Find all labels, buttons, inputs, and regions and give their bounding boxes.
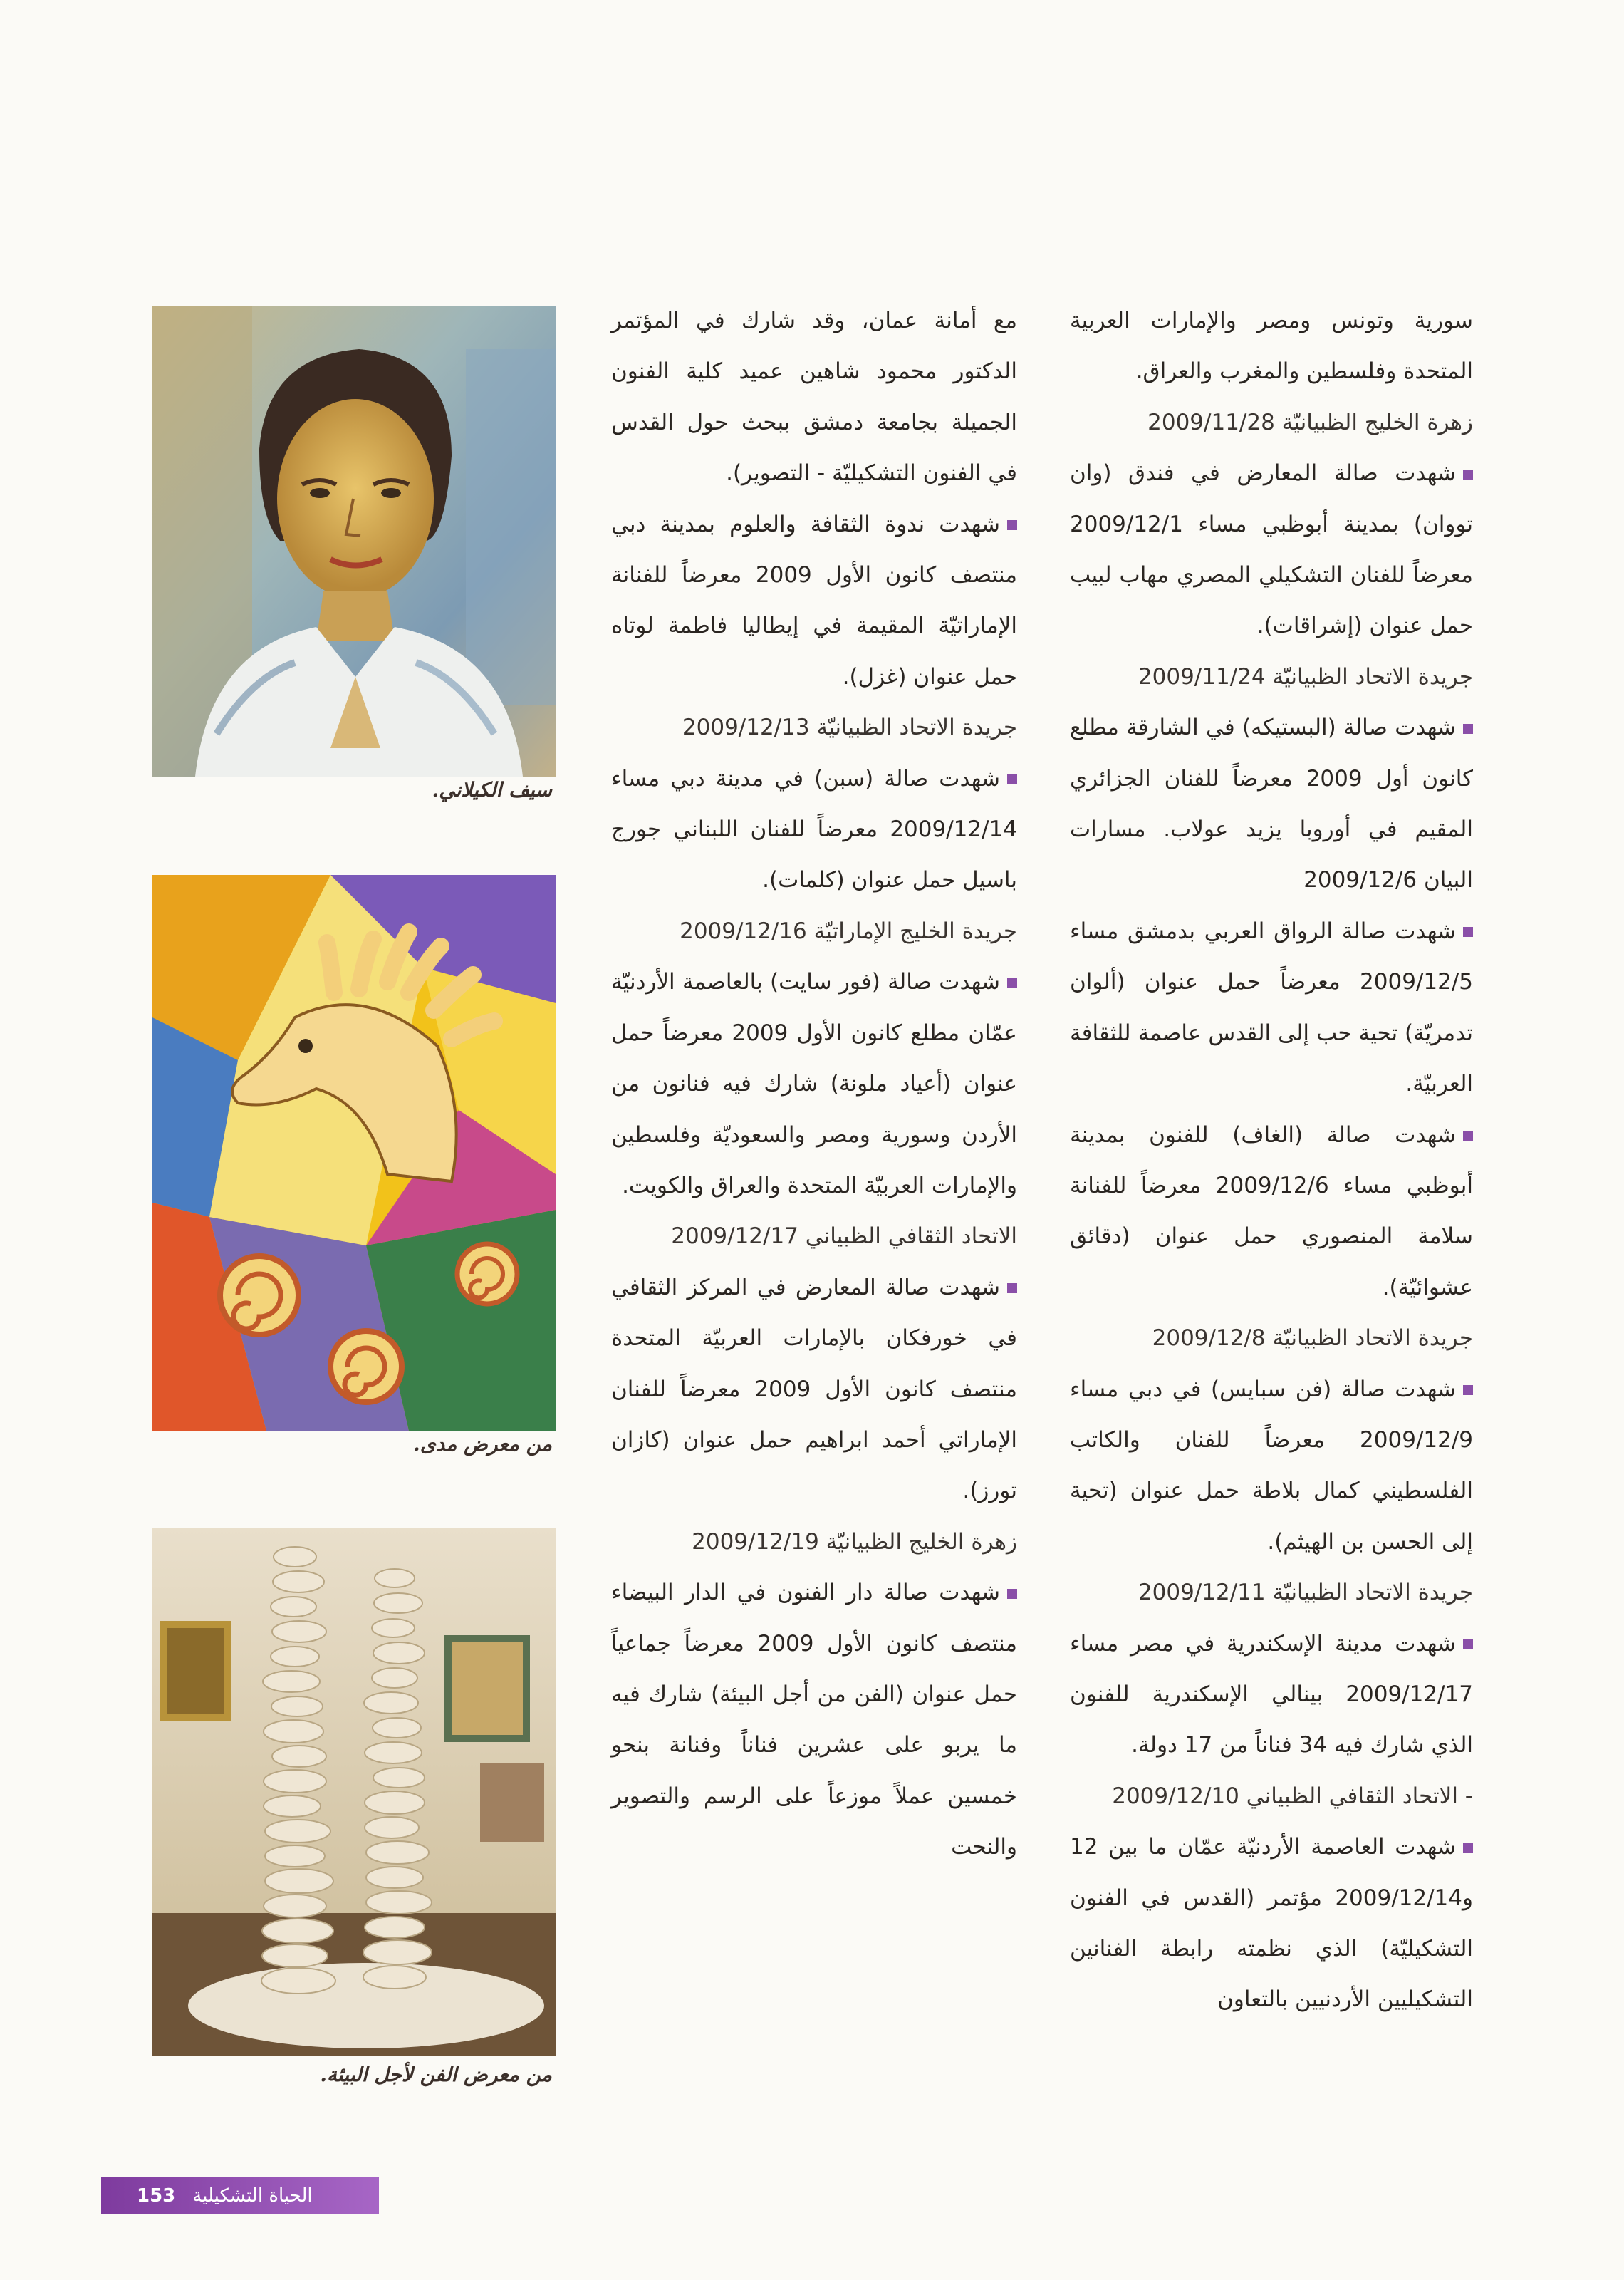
caption-fig1: سيف الكيلاني.	[432, 778, 552, 802]
bullet-icon	[1007, 774, 1017, 784]
source-line: جريدة الاتحاد الظبيانيّة 2009/12/8	[1152, 1325, 1473, 1352]
bullet-icon	[1007, 520, 1017, 530]
news-item: شهدت صالة دار الفنون في الدار البيضاء منتصف كانون الأول 2009 معرضاً جماعياً حمل عنوان (الفن من أجل البيئة) شارك فيه ما يربو على عشرين فناناً وفنانة بنحو خمسين عملاً موزعاً على الرسم والتصوير والنحت	[611, 1580, 1018, 1860]
news-item: شهدت العاصمة الأردنيّة عمّان ما بين 12 و2009/12/14 مؤتمر (القدس في الفنون التشكيليّة) الذي نظمته رابطة الفنانين التشكيليين الأردنيين بالتعاون	[1070, 1834, 1473, 2013]
bullet-icon	[1463, 724, 1473, 734]
text-column-middle	[611, 296, 1017, 1873]
source-line: جريدة الخليج الإماراتيّة 2009/12/16	[680, 918, 1017, 944]
portrait-painting-graphic	[152, 306, 556, 777]
caption-fig2: من معرض مدى.	[413, 1432, 552, 1456]
news-item: شهدت صالة (سبن) في مدينة دبي مساء 2009/12/14 معرضاً للفنان اللبناني جورج باسيل حمل عنوان (كلمات).	[611, 765, 1017, 893]
news-item: شهدت صالة (فور سايت) بالعاصمة الأردنيّة عمّان مطلع كانون الأول 2009 معرضاً حمل عنوان (أعياد ملونة) شارك فيه فنانون من الأردن وسورية ومصر والسعوديّة وفلسطين والإمارات العربيّة المتحدة والعراق والكويت.	[611, 969, 1017, 1198]
text-column-right	[1070, 296, 1473, 2026]
source-line: جريدة الاتحاد الظبيانيّة 2009/11/24	[1138, 663, 1473, 690]
paragraph: مع أمانة عمان، وقد شارك في المؤتمر الدكتور محمود شاهين عميد كلية الفنون الجميلة بجامعة دمشق ببحث حول القدس في الفنون التشكيليّة - التصوير).	[611, 308, 1017, 487]
source-line: جريدة الاتحاد الظبيانيّة 2009/12/11	[1138, 1580, 1473, 1606]
paragraph: سورية وتونس ومصر والإمارات العربية المتحدة وفلسطين والمغرب والعراق.	[1070, 308, 1473, 385]
page-number: 153	[137, 2185, 176, 2207]
source-line: زهرة الخليج الظبيانيّة 2009/12/19	[692, 1528, 1017, 1555]
bullet-icon	[1007, 1283, 1017, 1293]
portrait-painting-image	[152, 306, 556, 777]
magazine-name: الحياة التشكيلية	[192, 2185, 313, 2207]
news-item: شهدت صالة (البستيكه) في الشارقة مطلع كانون أول 2009 معرضاً للفنان الجزائري المقيم في أوروبا يزيد عولاب. مسارات البيان 2009/12/6	[1070, 715, 1473, 893]
source-line: - الاتحاد الثقافي الظبياني 2009/12/10	[1112, 1783, 1473, 1809]
bullet-icon	[1463, 1131, 1473, 1141]
source-line: زهرة الخليج الظبيانيّة 2009/11/28	[1147, 409, 1473, 435]
footer-bar	[101, 2177, 379, 2214]
bullet-icon	[1463, 470, 1473, 480]
news-item: شهدت ندوة الثقافة والعلوم بمدينة دبي منتصف كانون الأول 2009 معرضاً للفنانة الإماراتيّة المقيمة في إيطاليا فاطمة لوتاه حمل عنوان (غزل).	[611, 511, 1018, 690]
source-line: جريدة الاتحاد الظبيانيّة 2009/12/13	[682, 715, 1017, 741]
bullet-icon	[1463, 927, 1473, 937]
source-line: الاتحاد الثقافي الظبياني 2009/12/17	[671, 1223, 1017, 1250]
abstract-horse-painting-graphic	[152, 875, 556, 1431]
news-item: شهدت صالة المعارض في المركز الثقافي في خورفكان بالإمارات العربيّة المتحدة منتصف كانون الأول 2009 معرضاً للفنان الإماراتي أحمد ابراهيم حمل عنوان (كازان تورز).	[611, 1274, 1017, 1504]
caption-fig3: من معرض الفن لأجل البيئة.	[320, 2063, 552, 2086]
sculpture-photo-image	[152, 1528, 556, 2056]
news-item: شهدت صالة (فن سبايس) في دبي مساء 2009/12/9 معرضاً للفنان والكاتب الفلسطيني كمال بلاطة حمل عنوان (تحية إلى الحسن بن الهيثم).	[1070, 1376, 1473, 1555]
news-item: شهدت صالة (الغاف) للفنون بمدينة أبوظبي مساء 2009/12/6 معرضاً للفنانة سلامة المنصوري حمل عنوان (دقائق عشوائيّة).	[1070, 1121, 1473, 1300]
abstract-horse-painting-image	[152, 875, 556, 1431]
bullet-icon	[1007, 1589, 1017, 1599]
bullet-icon	[1463, 1843, 1473, 1853]
sculpture-photo-graphic	[152, 1528, 556, 2056]
bullet-icon	[1463, 1385, 1473, 1395]
bullet-icon	[1007, 978, 1017, 988]
bullet-icon	[1463, 1639, 1473, 1649]
news-item: شهدت صالة المعارض في فندق (وان تووان) بمدينة أبوظبي مساء 2009/12/1 معرضاً للفنان التشكيلي المصري مهاب لبيب حمل عنوان (إشراقات).	[1070, 460, 1473, 639]
news-item: شهدت صالة الرواق العربي بدمشق مساء 2009/12/5 معرضاً حمل عنوان (ألوان تدمريّة) تحية حب إلى القدس عاصمة للثقافة العربيّة.	[1070, 918, 1473, 1097]
news-item: شهدت مدينة الإسكندرية في مصر مساء 2009/12/17 بينالي الإسكندرية للفنون الذي شارك فيه 34 فناناً من 17 دولة.	[1070, 1630, 1473, 1758]
